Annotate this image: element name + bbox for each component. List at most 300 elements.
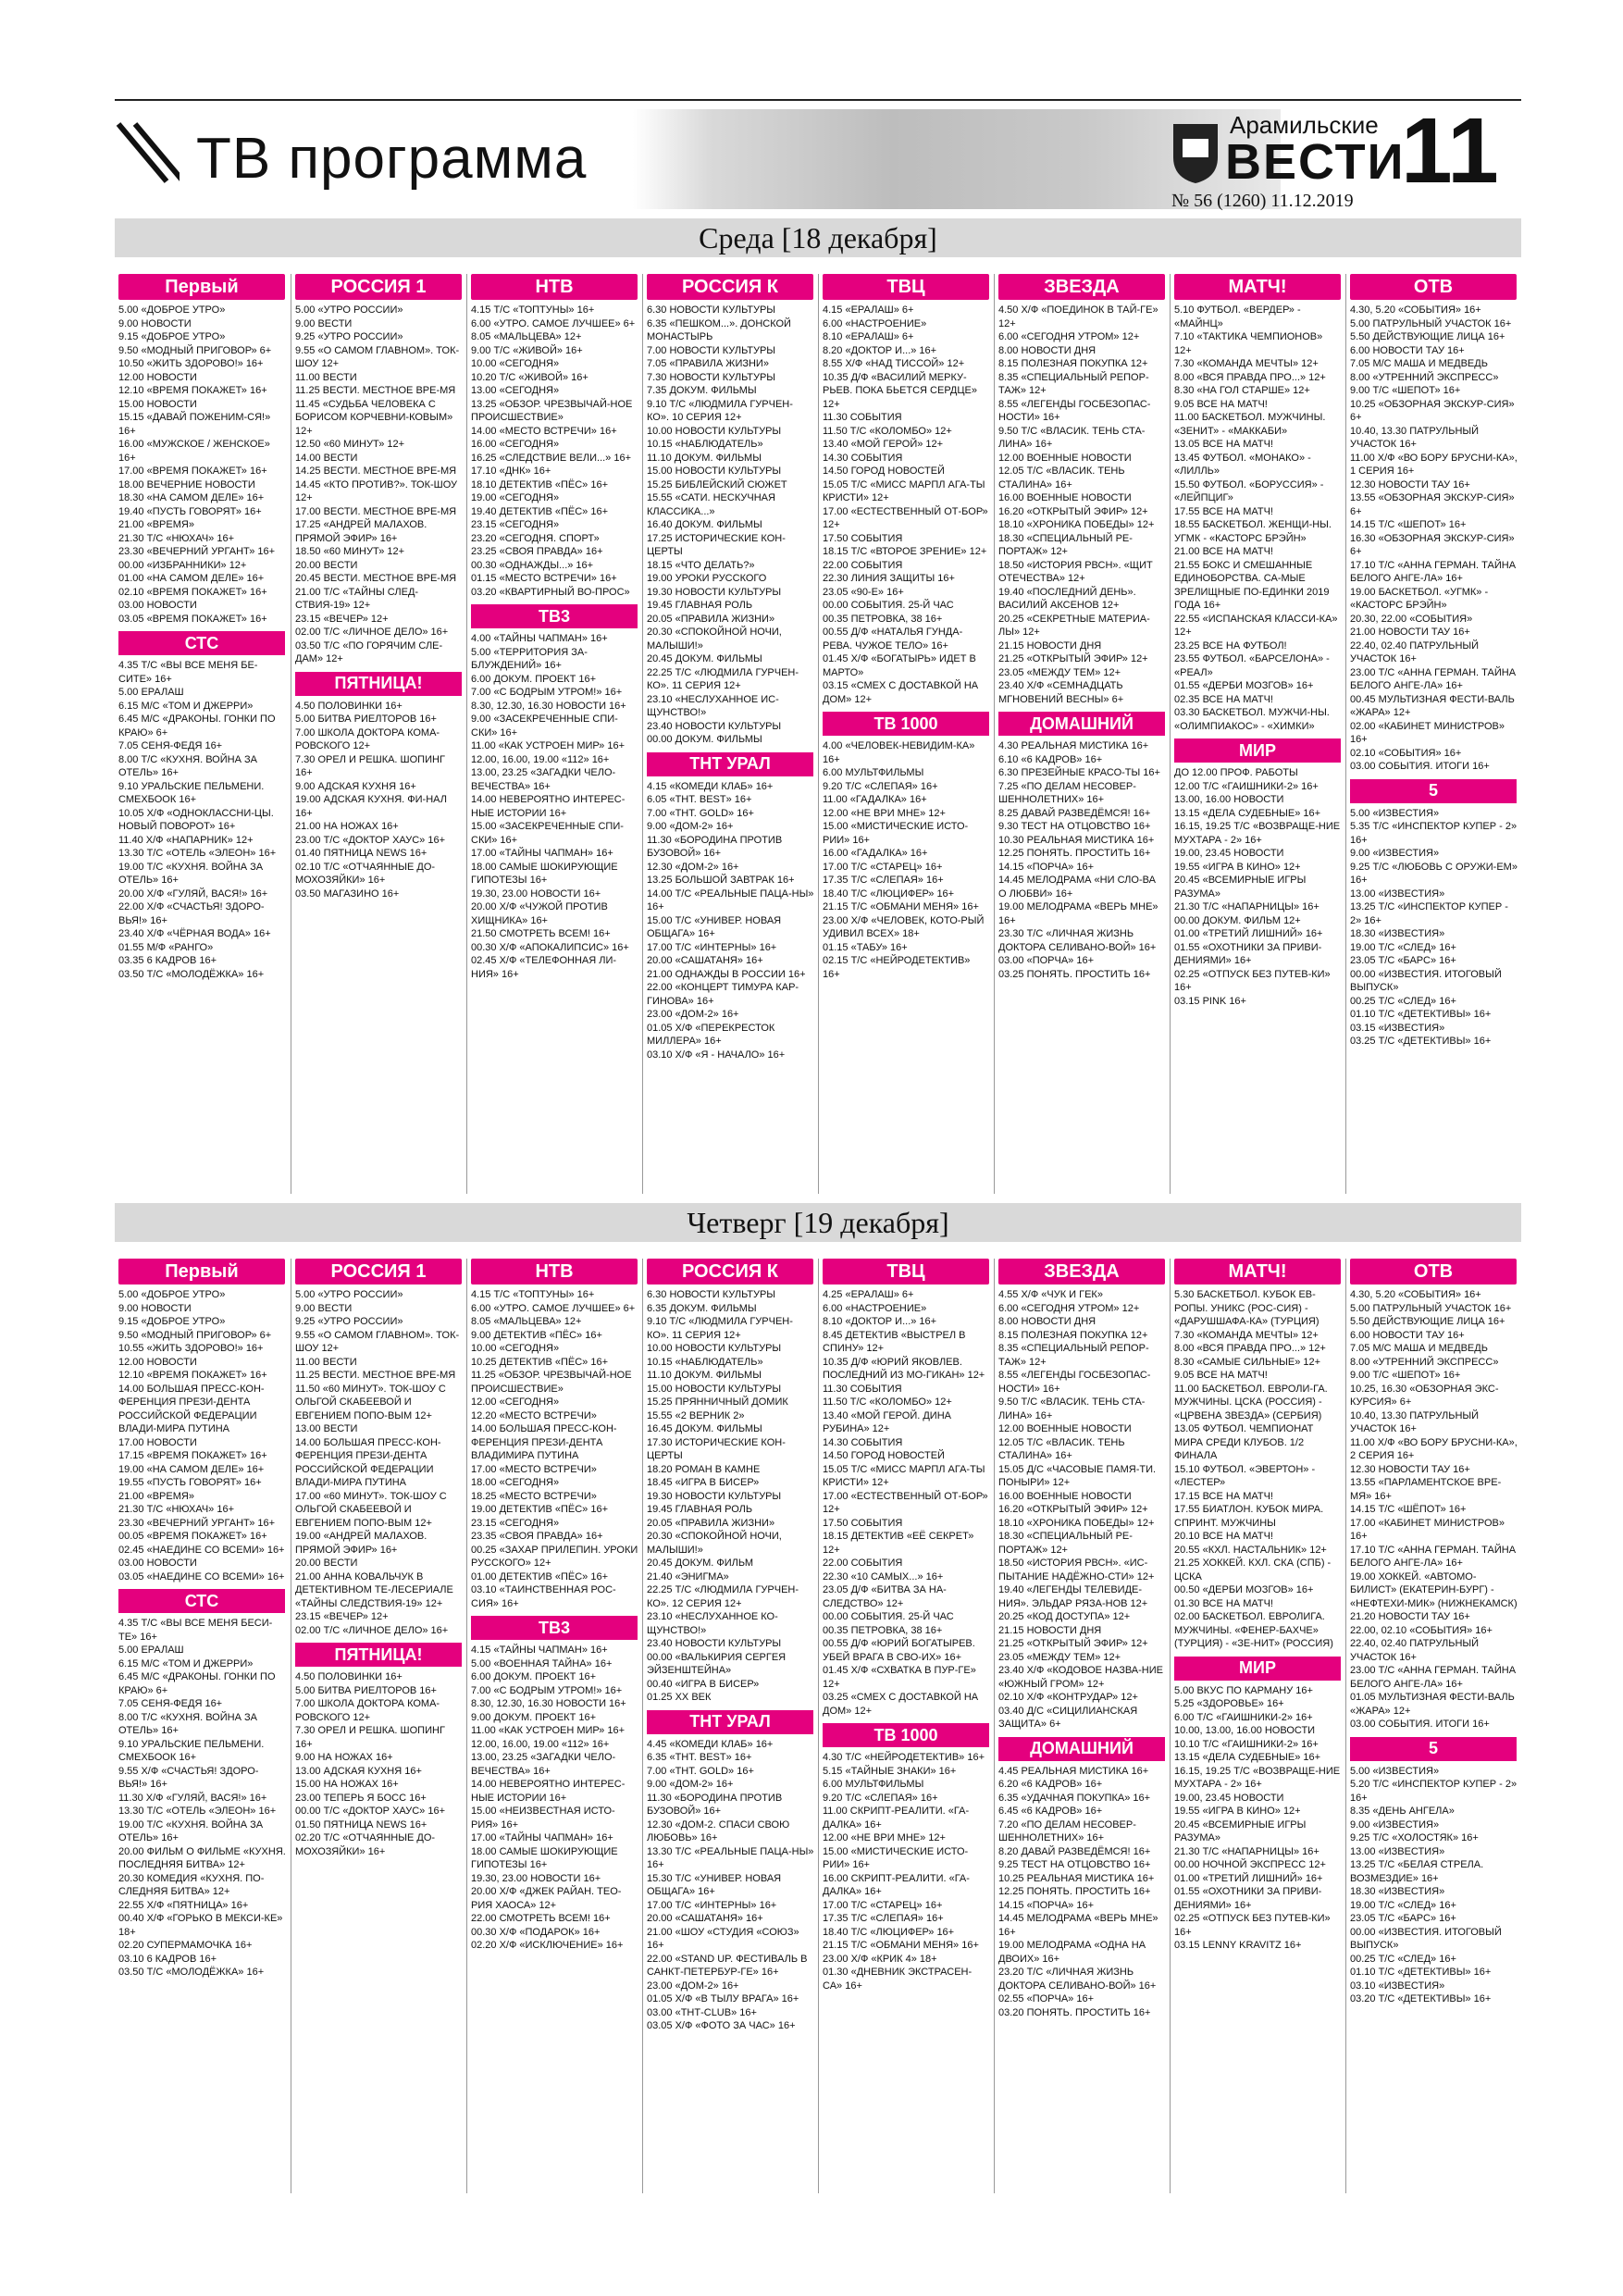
- program-entry: 10.00, 13.00, 16.00 НОВОСТИ: [1174, 1725, 1316, 1736]
- program-entry: 17.00 «ВРЕМЯ ПОКАЖЕТ» 16+: [118, 465, 267, 477]
- program-entry: 02.20 Т/С «ОТЧАЯННЫЕ ДО-МОХОЗЯЙКИ» 16+: [295, 1832, 436, 1857]
- channel-logo: ТВ 1000: [823, 1723, 989, 1747]
- program-entry: 9.25 Т/С «ЛЮБОВЬ С ОРУЖИ-ЕМ» 16+: [1350, 861, 1518, 886]
- program-entry: 22.40, 02.40 ПАТРУЛЬНЫЙ УЧАСТОК 16+: [1350, 1638, 1480, 1663]
- program-entry: 13.00 АДСКАЯ КУХНЯ 16+: [295, 1765, 422, 1777]
- program-entry: 9.20 Т/С «СЛЕПАЯ» 16+: [823, 1792, 938, 1804]
- program-entry: 11.50 «60 МИНУТ». ТОК-ШОУ С ОЛЬГОЙ СКАБЕЕВОЙ И ЕВГЕНИЕМ ПОПО-ВЫМ 12+: [295, 1383, 446, 1421]
- program-entry: 8.00 «УТРЕННИЙ ЭКСПРЕСС»: [1350, 1356, 1499, 1368]
- program-entry: 01.00 «ТРЕТИЙ ЛИШНИЙ» 16+: [1174, 1872, 1323, 1884]
- program-entry: 18.30 «СПЕЦИАЛЬНЫЙ РЕ-ПОРТАЖ» 12+: [998, 532, 1133, 557]
- program-entry: 21.15 НОВОСТИ ДНЯ: [998, 1624, 1102, 1636]
- program-entry: 03.00 СОБЫТИЯ. ИТОГИ 16+: [1350, 1719, 1490, 1730]
- channel-column: [291, 274, 466, 1194]
- program-entry: 22.55 «ИСПАНСКАЯ КЛАССИ-КА» 12+: [1174, 613, 1338, 638]
- program-entry: 01.05 МУЛЬТИЗНАЯ ФЕСТИ-ВАЛЬ «ЖАРА» 12+: [1350, 1692, 1515, 1717]
- channel-header: [1350, 1737, 1518, 1761]
- program-entry: 12.00 Т/С «ГАИШНИКИ-2» 16+: [1174, 780, 1319, 792]
- program-entry: 01.55 «ОХОТНИКИ ЗА ПРИВИ-ДЕНИЯМИ» 16+: [1174, 941, 1322, 966]
- program-entry: 03.15 «СМЕХ С ДОСТАВКОЙ НА ДОМ» 12+: [823, 680, 979, 705]
- program-entry: 00.35 ПЕТРОВКА, 38 16+: [823, 613, 943, 625]
- program-entry: 23.00 Т/С «АННА ГЕРМАН. ТАЙНА БЕЛОГО АНГЕ-ЛА» 16+: [1350, 1665, 1517, 1690]
- program-entry: 11.00 «КАК УСТРОЕН МИР» 16+: [471, 740, 625, 751]
- program-entry: 12.00 ВОЕННЫЕ НОВОСТИ: [998, 1423, 1132, 1434]
- program-entry: 11.25 ВЕСТИ. МЕСТНОЕ ВРЕ-МЯ: [295, 385, 456, 396]
- program-entry: 00.00 ДОКУМ. ФИЛЬМ 12+: [1174, 914, 1301, 926]
- program-entry: 6.00 «СЕГОДНЯ УТРОМ» 12+: [998, 331, 1140, 342]
- program-entry: 13.25 Т/С «ИНСПЕКТОР КУПЕР - 2» 16+: [1350, 901, 1508, 926]
- program-entry: 4.50 ПОЛОВИНКИ 16+: [295, 700, 403, 712]
- channel-header: [471, 604, 638, 628]
- channel-logo: РОССИЯ К: [647, 274, 813, 300]
- program-entry: 13.00 «ИЗВЕСТИЯ»: [1350, 887, 1445, 900]
- program-entry: 02.55 «ПОРЧА» 16+: [998, 1993, 1095, 2004]
- program-entry: 02.10 Т/С «ОТЧАЯННЫЕ ДО-МОХОЗЯЙКИ» 16+: [295, 861, 436, 886]
- program-entry: 20.25 «СЕКРЕТНЫЕ МАТЕРИА-ЛЫ» 12+: [998, 613, 1150, 638]
- program-entry: 12.00 «НЕ ВРИ МНЕ» 12+: [823, 807, 946, 819]
- program-entry: 9.00 Т/С «ШЕПОТ» 16+: [1350, 385, 1461, 396]
- program-entry: 19.00 Т/С «СЛЕД» 16+: [1350, 1899, 1456, 1911]
- program-entry: 15.50 ФУТБОЛ. «БОРУССИЯ» - «ЛЕЙПЦИГ»: [1174, 478, 1324, 503]
- program-entry: 19.45 ГЛАВНАЯ РОЛЬ: [647, 600, 753, 611]
- program-list: [823, 1288, 990, 1718]
- program-entry: 18.00 «СЕГОДНЯ»: [471, 1477, 560, 1488]
- program-entry: 02.00 «КАБИНЕТ МИНИСТРОВ» 16+: [1350, 720, 1505, 745]
- channel-header: [647, 752, 814, 776]
- program-entry: 8.00 Т/С «КУХНЯ. ВОЙНА ЗА ОТЕЛЬ» 16+: [118, 753, 257, 778]
- program-entry: 22.00 «STAND UP. ФЕСТИВАЛЬ В САНКТ-ПЕТЕРБУР-ГЕ» 16+: [647, 1953, 808, 1978]
- program-entry: 16.00 ВОЕННЫЕ НОВОСТИ: [998, 1490, 1132, 1502]
- program-entry: 21.25 «ОТКРЫТЫЙ ЭФИР» 12+: [998, 1638, 1148, 1649]
- program-entry: 03.15 «ИЗВЕСТИЯ»: [1350, 1022, 1445, 1034]
- program-entry: 11.40 Х/Ф «НАПАРНИК» 12+: [118, 834, 254, 846]
- program-entry: 6.15 М/С «ТОМ И ДЖЕРРИ»: [118, 1657, 254, 1669]
- channel-header: [471, 1616, 638, 1640]
- program-entry: 9.00 «ИЗВЕСТИЯ»: [1350, 848, 1440, 859]
- program-entry: 4.15 Т/С «ТОПТУНЫ» 16+: [471, 304, 595, 316]
- program-entry: 21.40 «ЭНИГМА»: [647, 1570, 729, 1582]
- channel-logo: ТНТ УРАЛ: [647, 752, 813, 776]
- program-entry: 21.25 ХОККЕЙ. КХЛ. СКА (СПБ) - ЦСКА: [1174, 1558, 1332, 1582]
- program-entry: 16.00 ВОЕННЫЕ НОВОСТИ: [998, 492, 1132, 503]
- program-list: [471, 1288, 638, 1610]
- program-entry: 00.55 Д/Ф «ЮРИЙ БОГАТЫРЕВ. УБЕЙ ВРАГА В СВО-ИХ» 16+: [823, 1638, 975, 1663]
- program-entry: 23.15 «ВЕЧЕР» 12+: [295, 613, 389, 625]
- program-entry: 22.00 Х/Ф «СЧАСТЬЯ! ЗДОРО-ВЬЯ!» 16+: [118, 901, 265, 926]
- program-entry: 21.25 «ОТКРЫТЫЙ ЭФИР» 12+: [998, 653, 1148, 664]
- program-entry: 7.05 М/С МАША И МЕДВЕДЬ: [1350, 358, 1488, 369]
- program-entry: 8.00 «ВСЯ ПРАВДА ПРО...» 12+: [1174, 1343, 1326, 1354]
- channel-header: [998, 1737, 1166, 1761]
- program-entry: 03.10 «ТАИНСТВЕННАЯ РОС-СИЯ» 16+: [471, 1584, 616, 1609]
- program-entry: 00.00 Т/С «ДОКТОР ХАУС» 16+: [295, 1806, 446, 1817]
- program-entry: 12.00 НОВОСТИ: [118, 371, 197, 383]
- program-entry: 9.50 Т/С «ВЛАСИК. ТЕНЬ СТА-ЛИНА» 16+: [998, 425, 1146, 450]
- program-entry: 15.00 НОВОСТИ КУЛЬТУРЫ: [647, 1383, 782, 1395]
- program-entry: 9.00 «ИЗВЕСТИЯ»: [1350, 1818, 1440, 1831]
- channel-header: [823, 274, 990, 300]
- program-entry: 8.10 «ЕРАЛАШ» 6+: [823, 331, 914, 342]
- program-entry: 21.30 Т/С «НАПАРНИЦЫ» 16+: [1174, 901, 1319, 912]
- program-entry: 17.00 «ТАЙНЫ ЧАПМАН» 16+: [471, 1832, 613, 1843]
- channel-header: [998, 712, 1166, 736]
- program-entry: 10.00 НОВОСТИ КУЛЬТУРЫ: [647, 1343, 782, 1354]
- program-entry: 9.05 ВСЕ НА МАТЧ!: [1174, 398, 1268, 410]
- program-entry: 15.25 ПРЯННИЧНЫЙ ДОМИК: [647, 1396, 788, 1408]
- program-entry: 9.30 ТЕСТ НА ОТЦОВСТВО 16+: [998, 821, 1151, 832]
- program-entry: 6.00 «СЕГОДНЯ УТРОМ» 12+: [998, 1302, 1140, 1314]
- program-entry: 8.35 «СПЕЦИАЛЬНЫЙ РЕПОР-ТАЖ» 12+: [998, 371, 1149, 396]
- program-entry: 5.00 «ДОБРОЕ УТРО»: [118, 1289, 226, 1300]
- program-list: [118, 1288, 287, 1583]
- program-entry: 12.10 «ВРЕМЯ ПОКАЖЕТ» 16+: [118, 385, 267, 396]
- program-entry: 01.00 ДЕТЕКТИВ «ПЁС» 16+: [471, 1570, 608, 1582]
- channel-column: [994, 274, 1170, 1194]
- city-emblem-icon: [1170, 120, 1221, 185]
- program-entry: 13.00, 23.25 «ЗАГАДКИ ЧЕЛО-ВЕЧЕСТВА» 16+: [471, 1752, 616, 1777]
- program-entry: 00.25 Т/С «СЛЕД» 16+: [1350, 995, 1456, 1007]
- program-entry: 9.50 «МОДНЫЙ ПРИГОВОР» 6+: [118, 344, 272, 356]
- program-entry: 23.05 Т/С «БАРС» 16+: [1350, 955, 1456, 966]
- program-entry: 19.00, 23.45 НОВОСТИ: [1174, 1792, 1284, 1804]
- program-entry: 8.10 «ДОКТОР И...» 16+: [823, 1316, 937, 1327]
- program-entry: 03.50 Т/С «МОЛОДЁЖКА» 16+: [118, 1967, 265, 1978]
- program-list: [1174, 766, 1342, 1008]
- program-entry: 9.10 Т/С «ЛЮДМИЛА ГУРЧЕН-КО». 10 СЕРИЯ 12+: [647, 398, 793, 423]
- program-entry: 12.00 «НЕ ВРИ МНЕ» 12+: [823, 1832, 946, 1843]
- program-entry: 10.20 Т/С «ЖИВОЙ» 16+: [471, 371, 588, 383]
- program-entry: 03.20 «КВАРТИРНЫЙ ВО-ПРОС»: [471, 586, 630, 598]
- program-entry: 20.45 ДОКУМ. ФИЛЬМЫ: [647, 653, 762, 664]
- page-header: [115, 93, 1521, 213]
- program-entry: 17.00 «ЕСТЕСТВЕННЫЙ ОТ-БОР» 12+: [823, 1490, 988, 1515]
- program-entry: 6.30 ПРЕЗЕЙНЫЕ КРАСО-ТЫ 16+: [998, 767, 1160, 778]
- program-list: [1174, 1684, 1342, 1953]
- program-entry: 14.15 Т/С «ШЁПОТ» 16+: [1350, 1504, 1467, 1515]
- program-entry: ДО 12.00 ПРОФ. РАБОТЫ: [1174, 767, 1298, 778]
- program-entry: 00.45 МУЛЬТИЗНАЯ ФЕСТИ-ВАЛЬ «ЖАРА» 12+: [1350, 693, 1515, 718]
- program-entry: 16.15, 19.25 Т/С «ВОЗВРАЩЕ-НИЕ МУХТАРА - 2» 16+: [1174, 821, 1341, 846]
- program-entry: 00.00 «ИЗБРАННИКИ» 12+: [118, 559, 247, 571]
- program-entry: 10.25, 16.30 «ОБЗОРНАЯ ЭКС-КУРСИЯ» 6+: [1350, 1383, 1499, 1408]
- program-entry: 00.00 «ВАЛЬКИРИЯ СЕРГЕЯ ЭЙЗЕНШТЕЙНА»: [647, 1651, 787, 1676]
- program-entry: 23.00 Т/С «АННА ГЕРМАН. ТАЙНА БЕЛОГО АНГЕ-ЛА» 16+: [1350, 666, 1517, 691]
- program-entry: 15.00 «НЕИЗВЕСТНАЯ ИСТО-РИЯ» 16+: [471, 1806, 615, 1831]
- program-entry: 21.00 ОДНАЖДЫ В РОССИИ 16+: [647, 968, 806, 980]
- program-entry: 17.10 Т/С «АННА ГЕРМАН. ТАЙНА БЕЛОГО АНГЕ-ЛА» 16+: [1350, 1544, 1517, 1569]
- program-entry: 20.00 Х/Ф «ЧУЖОЙ ПРОТИВ ХИЩНИКА» 16+: [471, 901, 608, 926]
- program-entry: 01.30 ВСЕ НА МАТЧ!: [1174, 1597, 1273, 1609]
- program-list: [471, 1644, 638, 1953]
- program-list: [1350, 807, 1518, 1049]
- program-entry: 14.00 БОЛЬШАЯ ПРЕСС-КОН-ФЕРЕНЦИЯ ПРЕЗИ-ДЕНТА РОССИЙСКОЙ ФЕДЕРАЦИИ ВЛАДИ-МИРА ПУТИНА: [118, 1383, 265, 1434]
- program-entry: 20.00 Х/Ф «ГУЛЯЙ, ВАСЯ!» 16+: [118, 887, 268, 900]
- program-list: [647, 1738, 814, 2033]
- program-entry: 10.55 «ЖИТЬ ЗДОРОВО!» 16+: [118, 1343, 264, 1354]
- program-list: [1350, 1765, 1518, 2006]
- program-entry: 03.35 6 КАДРОВ 16+: [118, 955, 217, 966]
- program-entry: 01.50 ПЯТНИЦА NEWS 16+: [295, 1818, 427, 1831]
- program-entry: 7.00 ШКОЛА ДОКТОРА КОМА-РОВСКОГО 12+: [295, 1698, 440, 1723]
- program-entry: 19.45 ГЛАВНАЯ РОЛЬ: [647, 1504, 753, 1515]
- program-entry: 19.00 ДЕТЕКТИВ «ПЁС» 16+: [471, 1504, 608, 1515]
- brand-top-text: Арамильские: [1230, 111, 1379, 139]
- program-entry: 19.00 АДСКАЯ КУХНЯ. ФИ-НАЛ 16+: [295, 794, 447, 819]
- program-entry: 15.05 Т/С «МИСС МАРПЛ АГА-ТЫ КРИСТИ» 12+: [823, 1463, 985, 1488]
- program-entry: 19.00 УРОКИ РУССКОГО: [647, 573, 767, 584]
- program-entry: 17.10 Т/С «АННА ГЕРМАН. ТАЙНА БЕЛОГО АНГЕ-ЛА» 16+: [1350, 559, 1517, 584]
- program-entry: 19.00 МЕЛОДРАМА «ВЕРЬ МНЕ» 16+: [998, 901, 1158, 926]
- channel-logo: ДОМАШНИЙ: [998, 1737, 1165, 1761]
- program-entry: 21.30 Т/С «НЮХАЧ» 16+: [118, 1504, 235, 1515]
- program-entry: 03.15 PINK 16+: [1174, 995, 1246, 1007]
- channel-logo: ТВЦ: [823, 1259, 989, 1285]
- program-entry: 9.50 Т/С «ВЛАСИК. ТЕНЬ СТА-ЛИНА» 16+: [998, 1396, 1146, 1421]
- program-entry: 03.00 «ТНТ-CLUB» 16+: [647, 2006, 757, 2018]
- program-entry: 9.55 «О САМОМ ГЛАВНОМ». ТОК-ШОУ 12+: [295, 1329, 460, 1354]
- program-entry: 23.55 ФУТБОЛ. «БАРСЕЛОНА» - «РЕАЛ»: [1174, 653, 1330, 678]
- program-entry: 00.50 «ДЕРБИ МОЗГОВ» 16+: [1174, 1584, 1314, 1595]
- program-entry: 19.40 «ПОСЛЕДНИЙ ДЕНЬ». ВАСИЛИЙ АКСЕНОВ 12+: [998, 586, 1136, 611]
- channel-logo: ПЯТНИЦА!: [295, 672, 462, 696]
- program-entry: 5.25 «ЗДОРОВЬЕ» 16+: [1174, 1698, 1284, 1709]
- program-entry: 18.10 «ХРОНИКА ПОБЕДЫ» 12+: [998, 519, 1155, 530]
- program-entry: 6.45 «6 КАДРОВ» 16+: [998, 1806, 1103, 1817]
- program-entry: 5.50 ДЕЙСТВУЮЩИЕ ЛИЦА 16+: [1350, 331, 1505, 342]
- issue-info: № 56 (1260) 11.12.2019: [1171, 191, 1354, 211]
- program-entry: 20.00 «САШАТАНЯ» 16+: [647, 1913, 763, 1924]
- program-entry: 20.00 ФИЛЬМ О ФИЛЬМЕ «КУХНЯ. ПОСЛЕДНЯЯ БИТВА» 12+: [118, 1845, 286, 1870]
- program-entry: 6.00 ДОКУМ. ПРОЕКТ 16+: [471, 673, 597, 685]
- program-entry: 22.00, 02.10 «СОБЫТИЯ» 16+: [1350, 1624, 1493, 1636]
- program-entry: 17.00 ВЕСТИ. МЕСТНОЕ ВРЕ-МЯ: [295, 505, 457, 517]
- program-entry: 21.00 «ВРЕМЯ»: [118, 519, 194, 530]
- program-entry: 8.45 ДЕТЕКТИВ «ВЫСТРЕЛ В СПИНУ» 12+: [823, 1329, 966, 1354]
- program-entry: 15.00 НОВОСТИ: [118, 398, 197, 410]
- program-entry: 20.05 «ПРАВИЛА ЖИЗНИ»: [647, 613, 775, 625]
- program-entry: 02.35 ВСЕ НА МАТЧ!: [1174, 693, 1273, 705]
- program-entry: 19.00 Т/С «КУХНЯ. ВОЙНА ЗА ОТЕЛЬ» 16+: [118, 861, 264, 886]
- program-entry: 03.10 «ИЗВЕСТИЯ»: [1350, 1980, 1445, 1992]
- program-entry: 01.05 Х/Ф «ПЕРЕКРЕСТОК МИЛЛЕРА» 16+: [647, 1022, 775, 1047]
- program-entry: 12.20 «МЕСТО ВСТРЕЧИ»: [471, 1409, 597, 1421]
- program-entry: 7.05 «ПРАВИЛА ЖИЗНИ»: [647, 358, 769, 369]
- program-entry: 12.05 Т/С «ВЛАСИК. ТЕНЬ СТАЛИНА» 16+: [998, 465, 1125, 490]
- program-entry: 00.30 Х/Ф «ПОДАРОК» 16+: [471, 1926, 601, 1938]
- program-entry: 9.10 Т/С «ЛЮДМИЛА ГУРЧЕН-КО». 11 СЕРИЯ 12+: [647, 1316, 793, 1341]
- program-entry: 6.00 «УТРО. САМОЕ ЛУЧШЕЕ» 6+: [471, 317, 636, 329]
- program-entry: 6.10 «6 КАДРОВ» 16+: [998, 753, 1103, 765]
- program-entry: 8.55 «ЛЕГЕНДЫ ГОСБЕЗОПАС-НОСТИ» 16+: [998, 398, 1151, 423]
- program-entry: 10.40, 13.30 ПАТРУЛЬНЫЙ УЧАСТОК 16+: [1350, 1409, 1480, 1434]
- page-number: 11: [1401, 99, 1499, 203]
- program-list: [647, 1288, 814, 1705]
- channel-logo: 5: [1350, 1737, 1517, 1761]
- program-entry: 21.55 БОКС И СМЕШАННЫЕ ЕДИНОБОРСТВА. СА-МЫЕ ЗРЕЛИЩНЫЕ ПО-ЕДИНКИ 2019 ГОДА 16+: [1174, 559, 1330, 611]
- program-entry: 21.00 «ШОУ «СТУДИЯ «СОЮЗ» 16+: [647, 1926, 799, 1951]
- program-entry: 9.10 УРАЛЬСКИЕ ПЕЛЬМЕНИ. СМЕХБООК 16+: [118, 1738, 265, 1763]
- program-entry: 9.05 ВСЕ НА МАТЧ!: [1174, 1370, 1268, 1381]
- program-entry: 15.55 «САТИ. НЕСКУЧНАЯ КЛАССИКА...»: [647, 492, 775, 517]
- program-entry: 7.35 ДОКУМ. ФИЛЬМЫ: [647, 385, 757, 396]
- program-entry: 19.55 «ПУСТЬ ГОВОРЯТ» 16+: [118, 1477, 262, 1488]
- program-entry: 10.00 НОВОСТИ КУЛЬТУРЫ: [647, 425, 782, 437]
- program-entry: 10.05 Х/Ф «ОДНОКЛАССНИ-ЦЫ. НОВЫЙ ПОВОРОТ» 16+: [118, 807, 274, 832]
- program-entry: 03.50 Т/С «МОЛОДЁЖКА» 16+: [118, 968, 265, 980]
- program-entry: 4.30, 5.20 «СОБЫТИЯ» 16+: [1350, 304, 1481, 316]
- program-entry: 5.00 БИТВА РИЕЛТОРОВ 16+: [295, 714, 437, 725]
- program-entry: 15.05 Д/С «ЧАСОВЫЕ ПАМЯ-ТИ. ПОНЫРИ» 12+: [998, 1463, 1157, 1488]
- program-entry: 5.00 ПАТРУЛЬНЫЙ УЧАСТОК 16+: [1350, 317, 1512, 329]
- program-entry: 17.00 Т/С «ИНТЕРНЫ» 16+: [647, 1899, 777, 1911]
- program-entry: 01.25 XX ВЕК: [647, 1692, 712, 1703]
- program-entry: 8.05 «МАЛЬЦЕВА» 12+: [471, 1316, 582, 1327]
- program-entry: 20.30 КОМЕДИЯ «КУХНЯ. ПО-СЛЕДНЯЯ БИТВА» 12+: [118, 1872, 265, 1897]
- program-entry: 16.45 ДОКУМ. ФИЛЬМЫ: [647, 1423, 762, 1434]
- day-heading: Четверг [19 декабря]: [115, 1203, 1521, 1242]
- program-entry: 02.15 Т/С «НЕЙРОДЕТЕКТИВ» 16+: [823, 955, 971, 980]
- program-entry: 13.00 «СЕГОДНЯ»: [471, 385, 560, 396]
- channel-logo: ЗВЕЗДА: [998, 274, 1165, 300]
- program-entry: 23.40 Х/Ф «СЕМНАДЦАТЬ МГНОВЕНИЙ ВЕСНЫ» 6+: [998, 680, 1124, 705]
- program-entry: 17.35 Т/С «СЛЕПАЯ» 16+: [823, 1913, 944, 1924]
- program-entry: 23.35 «СВОЯ ПРАВДА» 16+: [471, 1531, 603, 1542]
- program-entry: 6.35 «УДАЧНАЯ ПОКУПКА» 16+: [998, 1792, 1151, 1804]
- program-entry: 20.30, 22.00 «СОБЫТИЯ»: [1350, 613, 1473, 625]
- program-list: [1350, 304, 1518, 774]
- program-entry: 9.25 «УТРО РОССИИ»: [295, 1316, 403, 1327]
- program-entry: 9.00 АДСКАЯ КУХНЯ 16+: [295, 780, 416, 792]
- program-entry: 4.35 Т/С «ВЫ ВСЕ МЕНЯ БЕ-СИТЕ» 16+: [118, 660, 258, 685]
- program-entry: 4.00 «ТАЙНЫ ЧАПМАН» 16+: [471, 633, 608, 644]
- program-list: [295, 700, 463, 901]
- channel-logo: ДОМАШНИЙ: [998, 712, 1165, 736]
- program-entry: 01.55 М/Ф «РАНГО»: [118, 941, 214, 953]
- program-entry: 21.00 «ВРЕМЯ»: [118, 1490, 194, 1502]
- program-entry: 14.30 СОБЫТИЯ: [823, 452, 903, 464]
- channel-header: [1350, 779, 1518, 803]
- program-entry: 13.00 «ИЗВЕСТИЯ»: [1350, 1845, 1445, 1857]
- program-entry: 13.15 «ДЕЛА СУДЕБНЫЕ» 16+: [1174, 1752, 1321, 1763]
- program-entry: 12.30 «ДОМ-2. СПАСИ СВОЮ ЛЮБОВЬ» 16+: [647, 1818, 790, 1843]
- program-entry: 23.40 НОВОСТИ КУЛЬТУРЫ: [647, 1638, 782, 1649]
- program-entry: 23.00 Х/Ф «КРИК 4» 18+: [823, 1953, 937, 1965]
- program-entry: 20.55 «КХЛ. НАСТАЛЬНИК» 12+: [1174, 1544, 1327, 1556]
- program-entry: 23.00 «ДОМ-2» 16+: [647, 1009, 739, 1020]
- program-entry: 13.00, 23.25 «ЗАГАДКИ ЧЕЛО-ВЕЧЕСТВА» 16+: [471, 767, 616, 792]
- program-entry: 03.25 ПОНЯТЬ. ПРОСТИТЬ 16+: [998, 968, 1151, 980]
- program-entry: 00.00 НОЧНОЙ ЭКСПРЕСС 12+: [1174, 1859, 1326, 1870]
- program-entry: 5.50 ДЕЙСТВУЮЩИЕ ЛИЦА 16+: [1350, 1316, 1505, 1327]
- program-entry: 22.40, 02.40 ПАТРУЛЬНЫЙ УЧАСТОК 16+: [1350, 639, 1480, 664]
- program-list: [471, 632, 638, 981]
- program-entry: 16.25 «СЛЕДСТВИЕ ВЕЛИ...» 16+: [471, 452, 632, 464]
- program-entry: 10.00 «СЕГОДНЯ»: [471, 1343, 560, 1354]
- channel-logo: ОТВ: [1350, 274, 1517, 300]
- channel-header: [647, 274, 814, 300]
- program-entry: 22.55 Х/Ф «ПЯТНИЦА» 16+: [118, 1899, 249, 1911]
- program-entry: 21.00 НОВОСТИ ТАУ 16+: [1350, 627, 1470, 638]
- program-entry: 11.30 Х/Ф «ГУЛЯЙ, ВАСЯ!» 16+: [118, 1792, 267, 1804]
- program-entry: 7.00 «ТНТ. GOLD» 16+: [647, 807, 754, 819]
- program-entry: 14.45 МЕЛОДРАМА «ВЕРЬ МНЕ» 16+: [998, 1913, 1158, 1938]
- program-entry: 9.25 Т/С «ХОЛОСТЯК» 16+: [1350, 1832, 1479, 1843]
- program-entry: 18.20 РОМАН В КАМНЕ: [647, 1463, 761, 1475]
- program-entry: 20.45 ВЕСТИ. МЕСТНОЕ ВРЕ-МЯ: [295, 573, 457, 584]
- program-entry: 10.25 ДЕТЕКТИВ «ПЁС» 16+: [471, 1356, 608, 1368]
- program-entry: 9.15 «ДОБРОЕ УТРО»: [118, 1316, 226, 1327]
- channel-header: [295, 1259, 463, 1285]
- program-entry: 23.15 «ВЕЧЕР» 12+: [295, 1611, 389, 1622]
- program-entry: 14.15 Т/С «ШЕПОТ» 16+: [1350, 519, 1467, 530]
- program-entry: 12.25 ПОНЯТЬ. ПРОСТИТЬ 16+: [998, 848, 1151, 859]
- program-entry: 5.15 «ТАЙНЫЕ ЗНАКИ» 16+: [823, 1765, 957, 1777]
- program-entry: 17.00 «60 МИНУТ». ТОК-ШОУ С ОЛЬГОЙ СКАБЕЕВОЙ И ЕВГЕНИЕМ ПОПО-ВЫМ 12+: [295, 1490, 447, 1529]
- channel-header: [118, 274, 287, 300]
- channel-header: [1174, 738, 1342, 763]
- program-entry: 03.20 Т/С «ДЕТЕКТИВЫ» 16+: [1350, 1993, 1492, 2004]
- program-entry: 23.05 «90-Е» 16+: [823, 586, 904, 598]
- program-entry: 11.25 ВЕСТИ. МЕСТНОЕ ВРЕ-МЯ: [295, 1370, 456, 1381]
- channel-column: [642, 274, 818, 1194]
- program-entry: 7.00 «С БОДРЫМ УТРОМ!» 16+: [471, 687, 623, 698]
- program-entry: 10.35 Д/Ф «ВАСИЛИЙ МЕРКУ-РЬЕВ. ПОКА БЬЕТСЯ СЕРДЦЕ» 12+: [823, 371, 977, 410]
- program-entry: 13.40 «МОЙ ГЕРОЙ. ДИНА РУБИНА» 12+: [823, 1409, 951, 1434]
- program-entry: 17.15 ВСЕ НА МАТЧ!: [1174, 1490, 1273, 1502]
- program-entry: 00.25 «ЗАХАР ПРИЛЕПИН. УРОКИ РУССКОГО» 12+: [471, 1544, 638, 1569]
- program-entry: 6.30 НОВОСТИ КУЛЬТУРЫ: [647, 1289, 776, 1300]
- program-entry: 18.40 Т/С «ЛЮЦИФЕР» 16+: [823, 1926, 955, 1938]
- program-entry: 20.45 «ВСЕМИРНЫЕ ИГРЫ РАЗУМА»: [1174, 875, 1307, 900]
- program-entry: 18.50 «60 МИНУТ» 12+: [295, 546, 405, 557]
- program-entry: 5.00 ЕРАЛАШ: [118, 687, 184, 698]
- program-list: [1174, 1288, 1342, 1651]
- channel-header: [823, 712, 990, 736]
- channel-logo: Первый: [118, 274, 285, 300]
- program-entry: 7.00 «ТНТ. GOLD» 16+: [647, 1765, 754, 1777]
- program-entry: 13.40 «МОЙ ГЕРОЙ» 12+: [823, 439, 944, 450]
- program-entry: 22.25 Т/С «ЛЮДМИЛА ГУРЧЕН-КО». 11 СЕРИЯ 12+: [647, 666, 799, 691]
- channel-logo: СТС: [118, 631, 285, 655]
- program-list: [295, 1670, 463, 1858]
- program-entry: 4.15 «ЕРАЛАШ» 6+: [823, 304, 914, 316]
- program-entry: 11.30 «БОРОДИНА ПРОТИВ БУЗОВОЙ» 16+: [647, 1792, 783, 1817]
- program-entry: 11.30 СОБЫТИЯ: [823, 1383, 902, 1395]
- program-entry: 11.10 ДОКУМ. ФИЛЬМЫ: [647, 1370, 762, 1381]
- program-entry: 7.30 ОРЕЛ И РЕШКА. ШОПИНГ 16+: [295, 1725, 445, 1750]
- program-entry: 20.10 ВСЕ НА МАТЧ!: [1174, 1531, 1273, 1542]
- program-entry: 9.00 ВЕСТИ: [295, 1302, 353, 1314]
- program-entry: 8.20 «ДОКТОР И...» 16+: [823, 344, 937, 356]
- program-entry: 16.40 ДОКУМ. ФИЛЬМЫ: [647, 519, 762, 530]
- program-entry: 14.00 ВЕСТИ: [295, 452, 358, 464]
- channel-header: [1174, 1259, 1342, 1285]
- program-list: [1174, 304, 1342, 733]
- channel-logo: ОТВ: [1350, 1259, 1517, 1285]
- program-entry: 03.20 ПОНЯТЬ. ПРОСТИТЬ 16+: [998, 2006, 1151, 2018]
- program-entry: 4.15 «КОМЕДИ КЛАБ» 16+: [647, 780, 774, 792]
- program-entry: 01.15 «МЕСТО ВСТРЕЧИ» 16+: [471, 573, 617, 584]
- program-entry: 03.25 «СМЕХ С ДОСТАВКОЙ НА ДОМ» 12+: [823, 1692, 979, 1717]
- program-entry: 5.00 БИТВА РИЕЛТОРОВ 16+: [295, 1684, 437, 1696]
- channel-column: [818, 274, 994, 1194]
- program-entry: 5.00 «ВОЕННАЯ ТАЙНА» 16+: [471, 1657, 613, 1669]
- program-entry: 01.10 Т/С «ДЕТЕКТИВЫ» 16+: [1350, 1009, 1492, 1020]
- newspaper-logo: [1170, 100, 1406, 202]
- program-entry: 12.10 «ВРЕМЯ ПОКАЖЕТ» 16+: [118, 1370, 267, 1381]
- program-entry: 4.30 РЕАЛЬНАЯ МИСТИКА 16+: [998, 740, 1149, 751]
- program-entry: 5.35 Т/С «ИНСПЕКТОР КУПЕР - 2» 16+: [1350, 821, 1518, 846]
